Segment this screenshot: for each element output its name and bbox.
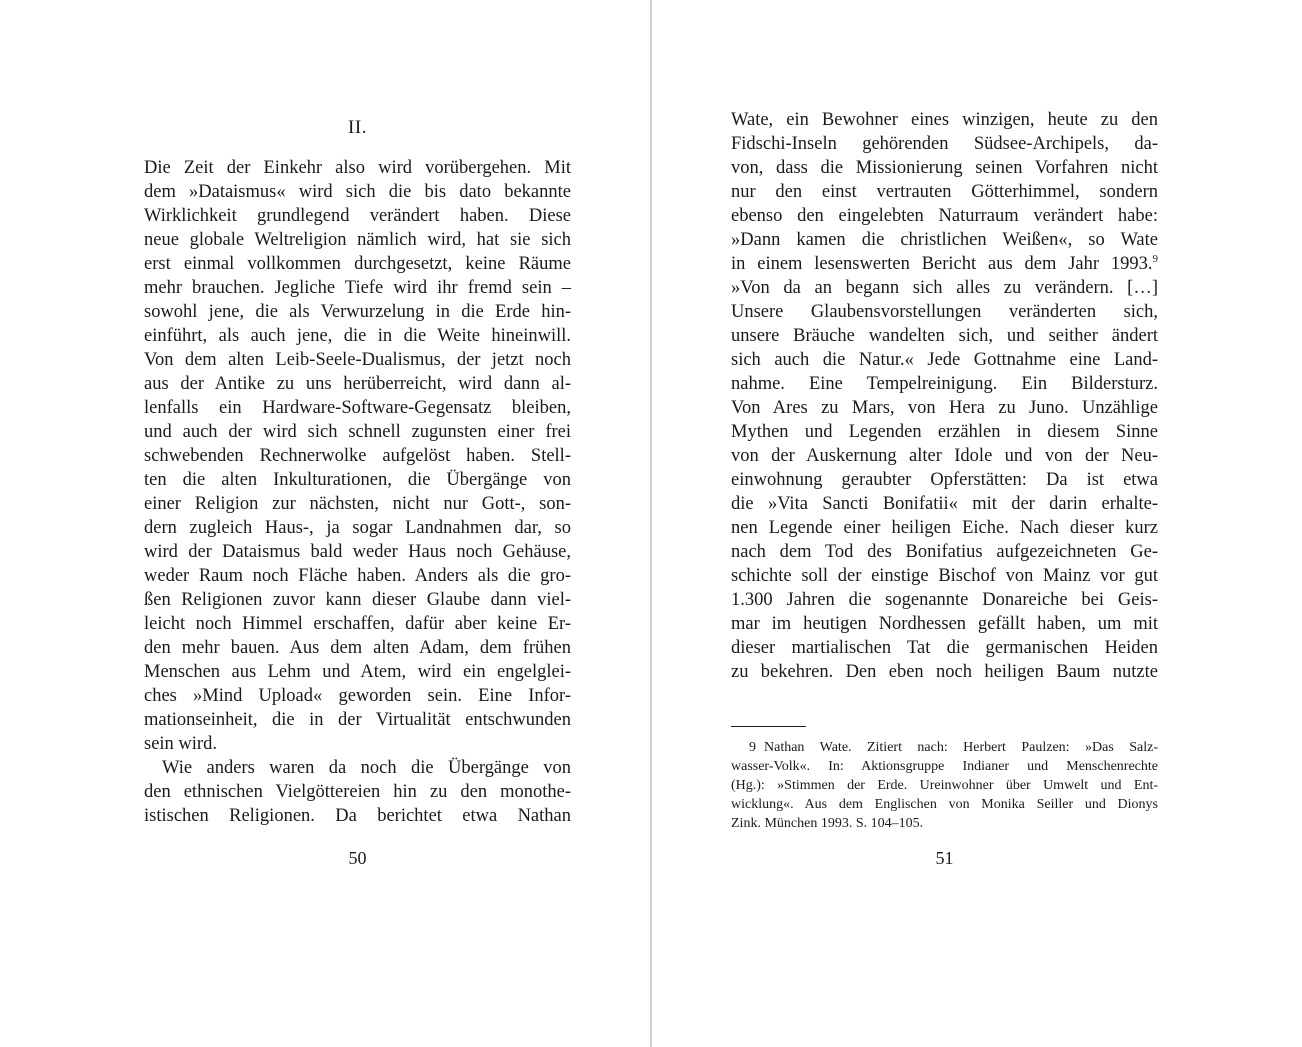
text-line: Wirklichkeit grundlegend verändert haben. Diese xyxy=(144,206,571,226)
text-line: ebenso den eingelebten Naturraum verändert habe: xyxy=(731,206,1158,226)
text-line: Wie anders waren da noch die Übergänge von xyxy=(162,758,571,778)
text-line: Wate, ein Bewohner eines winzigen, heute zu den xyxy=(731,110,1158,130)
footnote-marker: 9 xyxy=(1152,253,1158,265)
text-line: schwebenden Rechnerwolke aufgelöst haben. Stell- xyxy=(144,446,571,466)
text-line: nur den einst vertrauten Götterhimmel, sondern xyxy=(731,182,1158,202)
chapter-heading: II. xyxy=(348,117,367,138)
footnote xyxy=(731,738,1158,833)
text-line: 1.300 Jahren die sogenannte Donareiche bei Geis- xyxy=(731,590,1158,610)
text-line: ten die alten Inkulturationen, die Übergänge von xyxy=(144,470,571,490)
text-line: nahme. Eine Tempelreinigung. Ein Bildersturz. xyxy=(731,374,1158,394)
text-line: Die Zeit der Einkehr also wird vorübergehen. Mit xyxy=(144,158,571,178)
text-line-content: in einem lesenswerten Bericht aus dem Jahr 1993. xyxy=(731,254,1153,274)
text-line: Unsere Glaubensvorstellungen veränderten sich, xyxy=(731,302,1158,322)
text-line: nen Legende einer heiligen Eiche. Nach dieser kurz xyxy=(731,518,1158,538)
footnote-divider xyxy=(731,726,806,727)
footnote-line: Zink. München 1993. S. 104–105. xyxy=(731,816,924,831)
text-line: mehr brauchen. Jegliche Tiefe wird ihr fremd sein – xyxy=(144,278,571,298)
text-line: schichte soll der einstige Bischof von Mainz vor gut xyxy=(731,566,1158,586)
text-line: ches »Mind Upload« geworden sein. Eine Infor- xyxy=(144,686,571,706)
text-line: weder Raum noch Fläche haben. Anders als die gro- xyxy=(144,566,571,586)
text-line: ßen Religionen zuvor kann dieser Glaube dann viel- xyxy=(144,590,571,610)
text-line: Fidschi-Inseln gehörenden Südsee-Archipels, da- xyxy=(731,134,1158,154)
text-line: dieser martialischen Tat die germanischen Heiden xyxy=(731,638,1158,658)
text-line: wird der Dataismus bald weder Haus noch Gehäuse, xyxy=(144,542,571,562)
text-line: dern zugleich Haus-, ja sogar Landnahmen dar, so xyxy=(144,518,571,538)
text-line: den ethnischen Vielgöttereien hin zu den monothe- xyxy=(144,782,571,802)
text-line: einwohnung geraubter Opferstätten: Da ist etwa xyxy=(731,470,1158,490)
right-page xyxy=(651,0,1302,1047)
text-line: zu bekehren. Den eben noch heiligen Baum nutzte xyxy=(731,662,1158,682)
text-line: von der Auskernung alter Idole und von der Neu- xyxy=(731,446,1158,466)
footnote-line: wicklung«. Aus dem Englischen von Monika Seiller und Dionys xyxy=(731,797,1158,812)
text-line: Menschen aus Lehm und Atem, wird ein engelglei- xyxy=(144,662,571,682)
text-line: »Dann kamen die christlichen Weißen«, so Wate xyxy=(731,230,1158,250)
text-line: sich auch die Natur.« Jede Gottnahme eine Land- xyxy=(731,350,1158,370)
text-line: einer Religion zur nächsten, nicht nur Gott-, son- xyxy=(144,494,571,514)
footnote-number: 9 xyxy=(749,740,756,755)
footnote-line xyxy=(731,738,1158,757)
text-line: unsere Bräuche wandelten sich, und seither ändert xyxy=(731,326,1158,346)
text-line: mar im heutigen Nordhessen gefällt haben, um mit xyxy=(731,614,1158,634)
text-line: istischen Religionen. Da berichtet etwa Nathan xyxy=(144,806,571,826)
text-line: mationseinheit, die in der Virtualität entschwunden xyxy=(144,710,571,730)
text-line: nach dem Tod des Bonifatius aufgezeichneten Ge- xyxy=(731,542,1158,562)
text-line: Von Ares zu Mars, von Hera zu Juno. Unzählige xyxy=(731,398,1158,418)
text-line: die »Vita Sancti Bonifatii« mit der darin erhalte- xyxy=(731,494,1158,514)
page-number: 50 xyxy=(348,848,367,868)
text-line: und auch der wird sich schnell zugunsten einer frei xyxy=(144,422,571,442)
text-line: erst einmal vollkommen durchgesetzt, keine Räume xyxy=(144,254,571,274)
text-line: Von dem alten Leib-Seele-Dualismus, der jetzt noch xyxy=(144,350,571,370)
text-line: von, dass die Missionierung seinen Vorfahren nicht xyxy=(731,158,1158,178)
text-line: leicht noch Himmel erschaffen, dafür aber keine Er- xyxy=(144,614,571,634)
footnote-text: Nathan Wate. Zitiert nach: Herbert Paulzen: »Das Salz- xyxy=(764,740,1158,755)
left-page-text xyxy=(144,156,571,828)
text-line: aus der Antike zu uns herüberreicht, wird dann al- xyxy=(144,374,571,394)
page-number: 51 xyxy=(935,848,954,868)
footnote-line: wasser-Volk«. In: Aktionsgruppe Indianer und Menschenrechte xyxy=(731,759,1158,774)
text-line: »Von da an begann sich alles zu verändern. […] xyxy=(731,278,1158,298)
text-line: sein wird. xyxy=(144,734,217,754)
footnote-line: (Hg.): »Stimmen der Erde. Ureinwohner über Umwelt und Ent- xyxy=(731,778,1158,793)
text-line: lenfalls ein Hardware-Software-Gegensatz bleiben, xyxy=(144,398,571,418)
text-line: den mehr bauen. Aus dem alten Adam, dem frühen xyxy=(144,638,571,658)
text-line: Mythen und Legenden erzählen in diesem Sinne xyxy=(731,422,1158,442)
text-line-with-footnote xyxy=(731,252,1158,276)
text-line: einführt, als auch jene, die in die Weite hineinwill. xyxy=(144,326,571,346)
text-line: sowohl jene, die als Verwurzelung in die Erde hin- xyxy=(144,302,571,322)
text-line: neue globale Weltreligion nämlich wird, hat sie sich xyxy=(144,230,571,250)
text-line: dem »Dataismus« wird sich die bis dato bekannte xyxy=(144,182,571,202)
right-page-text xyxy=(731,108,1158,684)
